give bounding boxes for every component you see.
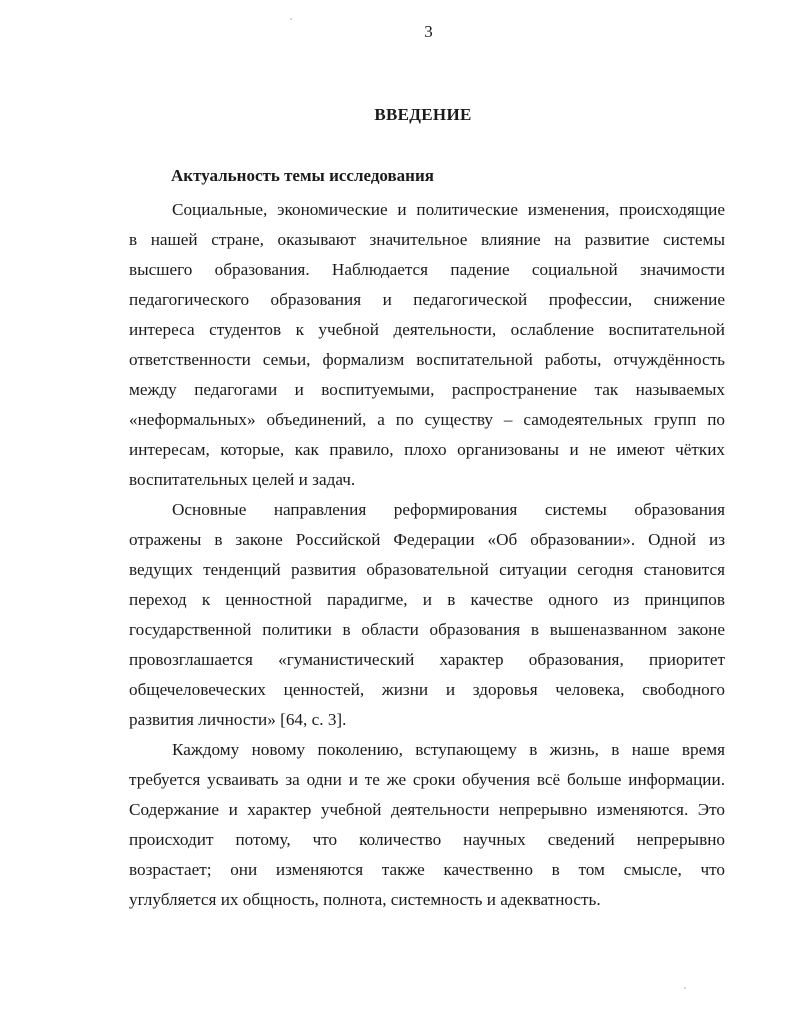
paragraph-2: [129, 495, 725, 735]
text-line: педагогического образования и педагогической профессии, снижение: [129, 290, 725, 309]
text-line: провозглашается «гуманистический характер образования, приоритет: [129, 650, 725, 669]
body-text: [129, 195, 725, 915]
scan-speck: [290, 18, 292, 20]
text-line: «неформальных» объединений, а по существу – самодеятельных групп по: [129, 410, 725, 429]
text-line: Содержание и характер учебной деятельности непрерывно изменяются. Это: [129, 800, 725, 819]
text-line: интересам, которые, как правило, плохо организованы и не имеют чётких: [129, 440, 725, 459]
text-line: Основные направления реформирования системы образования: [172, 500, 725, 519]
text-line: происходит потому, что количество научных сведений непрерывно: [129, 830, 725, 849]
paragraph-3: [129, 735, 725, 915]
text-line: переход к ценностной парадигме, и в качестве одного из принципов: [129, 590, 725, 609]
text-line: требуется усваивать за одни и те же сроки обучения всё больше информации.: [129, 770, 725, 789]
section-heading: ВВЕДЕНИЕ: [374, 105, 472, 124]
text-line: государственной политики в области образования в вышеназванном законе: [129, 620, 725, 639]
text-line: Социальные, экономические и политические изменения, происходящие: [172, 200, 725, 219]
text-line: высшего образования. Наблюдается падение социальной значимости: [129, 260, 725, 279]
paragraph-1: [129, 195, 725, 495]
text-line: общечеловеческих ценностей, жизни и здоровья человека, свободного: [129, 680, 725, 699]
text-line: в нашей стране, оказывают значительное влияние на развитие системы: [129, 230, 725, 249]
text-line: углубляется их общность, полнота, системность и адекватность.: [129, 890, 601, 909]
text-line: между педагогами и воспитуемыми, распространение так называемых: [129, 380, 725, 399]
text-line: воспитательных целей и задач.: [129, 470, 356, 489]
text-line: развития личности» [64, с. 3].: [129, 710, 347, 729]
text-line: Каждому новому поколению, вступающему в жизнь, в наше время: [172, 740, 725, 759]
subsection-heading: Актуальность темы исследования: [171, 166, 434, 185]
scan-speck: [684, 987, 686, 989]
text-line: возрастает; они изменяются также качественно в том смысле, что: [129, 860, 725, 879]
text-line: отражены в законе Российской Федерации «Об образовании». Одной из: [129, 530, 725, 549]
text-line: ответственности семьи, формализм воспитательной работы, отчуждённость: [129, 350, 725, 369]
text-line: ведущих тенденций развития образовательной ситуации сегодня становится: [129, 560, 725, 579]
text-line: интереса студентов к учебной деятельности, ослабление воспитательной: [129, 320, 725, 339]
page-number: 3: [424, 22, 433, 41]
